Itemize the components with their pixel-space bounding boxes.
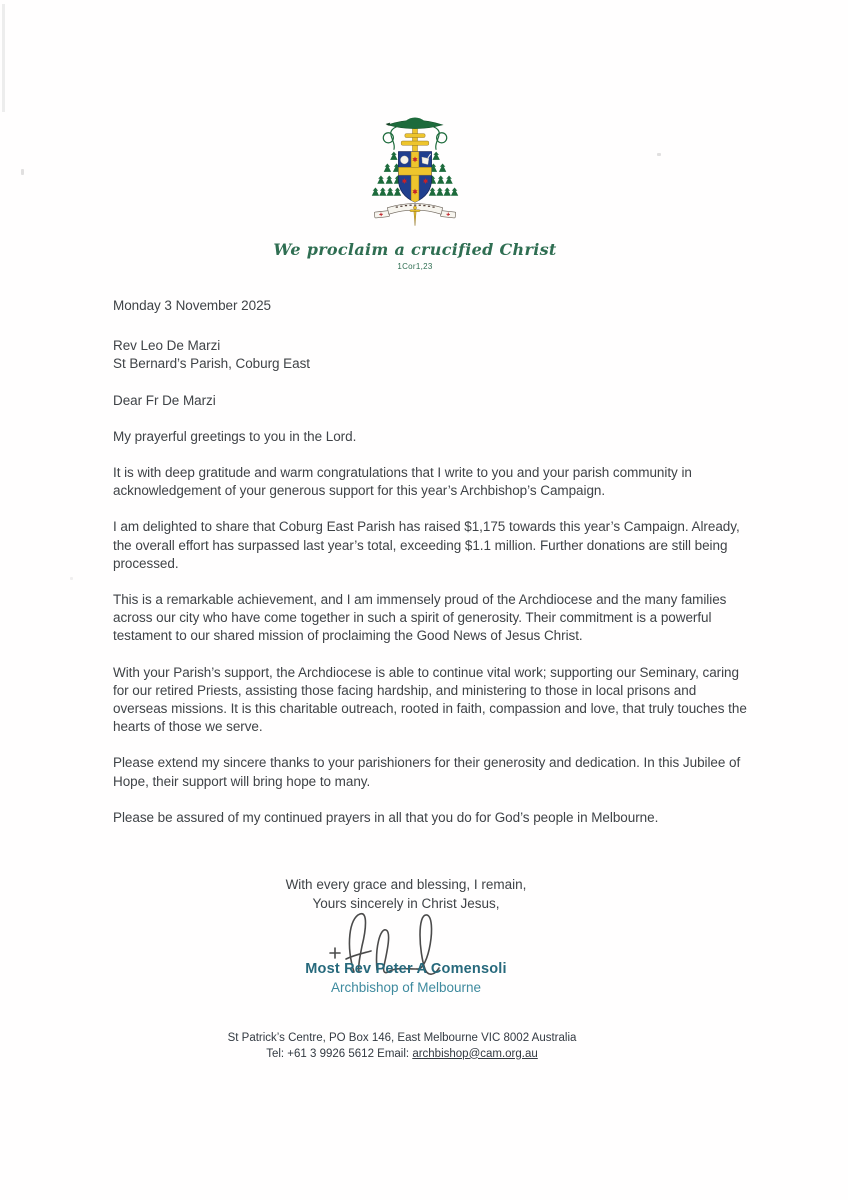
footer-email-link[interactable]: archbishop@cam.org.au [412, 1047, 538, 1060]
signatory-name: Most Rev Peter A Comensoli [305, 961, 507, 977]
signatory-block [0, 961, 830, 995]
recipient-block [113, 337, 747, 373]
letterhead-motto: We proclaim a crucified Christ [273, 240, 557, 259]
letter-date: Monday 3 November 2025 [113, 298, 271, 313]
paragraph-greeting: My prayerful greetings to you in the Lord. [113, 428, 357, 444]
paragraph-gratitude: It is with deep gratitude and warm congratulations that I write to you and your parish community in acknowledgement of your generous support for this year’s Archbishop’s Campaign. [113, 465, 692, 499]
paragraph-prayers: Please be assured of my continued prayers in all that you do for God’s people in Melbourne. [113, 809, 659, 825]
paragraph-thanks: Please extend my sincere thanks to your parishioners for their generosity and dedication. In this Jubilee of Hope, their support will bring hope to many. [113, 755, 741, 789]
recipient-name: Rev Leo De Marzi [113, 338, 221, 354]
coat-of-arms-icon [369, 112, 461, 228]
closing-line-1: With every grace and blessing, I remain, [285, 877, 527, 892]
scan-speck [21, 169, 24, 175]
signatory-title: Archbishop of Melbourne [330, 980, 482, 995]
letter-body [113, 297, 747, 845]
letter-footer [0, 1031, 826, 1062]
paragraph-vital-work: With your Parish’s support, the Archdiocese is able to continue vital work; supporting our Seminary, caring for our retired Priests, assisting those facing hardship, and ministering to those in local prisons and overseas missions. It is this charitable outreach, rooted in faith, compassion and love, that truly touches the hearts of those we serve. [113, 664, 747, 735]
closing-line-2: Yours sincerely in Christ Jesus, [312, 895, 500, 911]
footer-contact-prefix: Tel: +61 3 9926 5612 Email: [266, 1047, 413, 1060]
scan-speck [657, 153, 661, 156]
letterhead-motto-reference: 1Cor1,23 [397, 262, 433, 271]
recipient-parish: St Bernard’s Parish, Coburg East [113, 356, 310, 372]
footer-address: St Patrick’s Centre, PO Box 146, East Melbourne VIC 8002 Australia [227, 1032, 577, 1044]
salutation: Dear Fr De Marzi [113, 392, 216, 408]
scan-artifact-line [2, 4, 5, 112]
paragraph-achievement: This is a remarkable achievement, and I am immensely proud of the Archdiocese and the many families across our city who have come together in such a spirit of generosity. Their commitment is a powerful testament to our shared mission of proclaiming the Good News of Jesus Christ. [113, 592, 727, 644]
scan-speck [70, 577, 73, 580]
footer-contact [0, 1047, 826, 1063]
paragraph-amount-raised: I am delighted to share that Coburg East Parish has raised $1,175 towards this year’s Campaign. Already, the overall effort has surpassed last year’s total, exceeding $1.1 million. Further donations are still being processed. [113, 519, 740, 571]
